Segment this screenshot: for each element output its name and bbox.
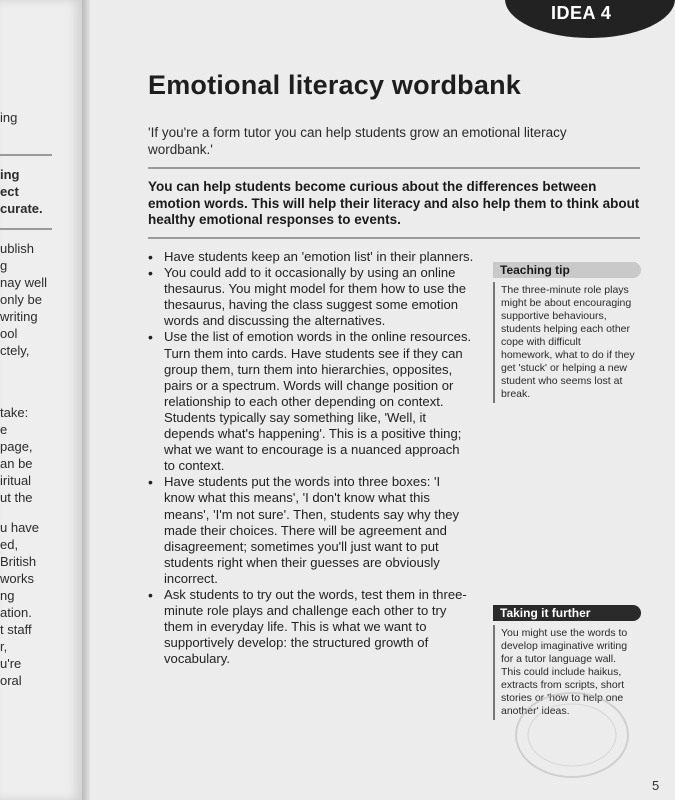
left-text-fragment: ng bbox=[0, 588, 15, 603]
left-text-fragment: curate. bbox=[0, 201, 43, 216]
list-item: • Have students keep an 'emotion list' in their planners. bbox=[146, 249, 474, 265]
left-text-fragment: g bbox=[0, 258, 8, 273]
left-text-fragment: r, bbox=[0, 639, 8, 654]
left-text-fragment: ed, bbox=[0, 537, 19, 552]
lead-paragraph: You can help students become curious about the differences between emotion words. This will help their literacy and also help them to think about healthy emotional responses to events. bbox=[148, 179, 640, 227]
left-text-fragment: ing bbox=[0, 110, 18, 125]
left-text-fragment: t staff bbox=[0, 622, 32, 637]
taking-further-body: You might use the words to develop imaginative writing for a tutor language wall. This could include haikus, extracts from scripts, short stories or 'how to help one another' ideas. bbox=[493, 625, 641, 720]
idea-label: IDEA 4 bbox=[551, 3, 612, 23]
left-text-fragment: British bbox=[0, 554, 37, 569]
divider bbox=[148, 237, 640, 239]
left-text-fragment: an be bbox=[0, 456, 33, 471]
left-text-fragment: ut the bbox=[0, 490, 33, 505]
left-text-fragment: take: bbox=[0, 405, 29, 420]
teaching-tip-heading: Teaching tip bbox=[493, 262, 641, 278]
book-gutter bbox=[82, 0, 90, 800]
page-title: Emotional literacy wordbank bbox=[148, 70, 521, 100]
taking-further-heading: Taking it further bbox=[493, 605, 641, 621]
left-text-fragment: ublish bbox=[0, 241, 34, 256]
left-text-fragment: ool bbox=[0, 326, 18, 341]
left-text-fragment: e bbox=[0, 422, 8, 437]
intro-quote: 'If you're a form tutor you can help students grow an emotional literacy wordbank.' bbox=[148, 125, 567, 157]
list-item: • Ask students to try out the words, test them in three-minute role plays and challenge each other to try them in everyday life. This is what we want to supportively develop: the structured growth of vocabulary. bbox=[146, 587, 474, 667]
watermark-stamp bbox=[513, 690, 631, 780]
left-text-fragment: iritual bbox=[0, 473, 32, 488]
left-text-fragment: u have bbox=[0, 520, 40, 535]
left-text-fragment: oral bbox=[0, 673, 22, 688]
divider bbox=[148, 167, 640, 169]
left-text-fragment: ing bbox=[0, 167, 20, 182]
left-text-fragment: only be bbox=[0, 292, 42, 307]
list-item: • Use the list of emotion words in the online resources. Turn them into cards. Have students see if they can group them, turn them into hierarchies, opposites, pairs or a spectrum. Words will change position or relationship to each other depending on context. Students typically say something like, 'Well, it depends what's happening'. This is a positive thing; what we want to encourage is a nuanced approach to context. bbox=[146, 329, 474, 474]
page-number: 5 bbox=[652, 778, 660, 793]
left-text-fragment: ation. bbox=[0, 605, 32, 620]
left-divider bbox=[0, 154, 52, 156]
left-divider bbox=[0, 228, 52, 230]
list-item: • You could add to it occasionally by using an online thesaurus. You might model for them how to use the thesaurus, having the class suggest some emotion words and discussing the alternatives. bbox=[146, 265, 474, 329]
teaching-tip-body: The three-minute role plays might be about encouraging supportive behaviours, students helping each other cope with difficult homework, what to do if they get 'stuck' or helping a new student who seems lost at break. bbox=[493, 282, 641, 403]
left-text-fragment: works bbox=[0, 571, 34, 586]
list-item: • Have students put the words into three boxes: 'I know what this means', 'I don't know what this means', 'I'm not sure'. Then, students say why they made their choices. There will be agreement and disagreement; sometimes you'll just want to put students right when their guesses are obviously incorrect. bbox=[146, 474, 474, 587]
left-text-fragment: ctely, bbox=[0, 343, 30, 358]
left-text-fragment: nay well bbox=[0, 275, 47, 290]
bullet-list bbox=[146, 249, 474, 667]
left-page bbox=[0, 0, 82, 800]
left-text-fragment: page, bbox=[0, 439, 33, 454]
left-text-fragment: u're bbox=[0, 656, 22, 671]
left-text-fragment: writing bbox=[0, 309, 38, 324]
left-text-fragment: ect bbox=[0, 184, 19, 199]
teaching-tip-box bbox=[493, 262, 641, 403]
